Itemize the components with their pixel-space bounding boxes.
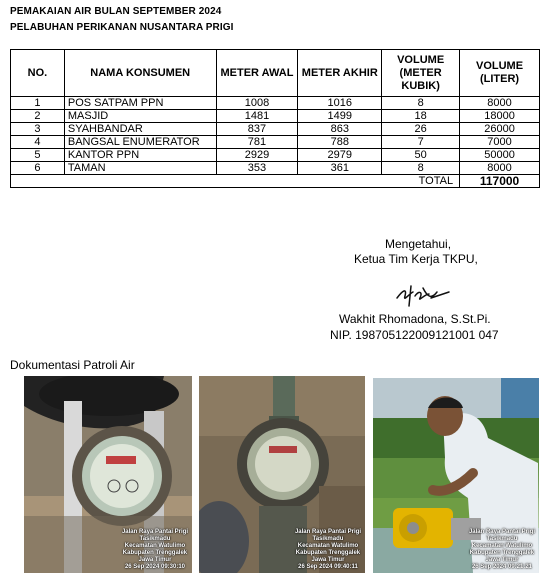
photo-pump-inspection: [373, 378, 539, 573]
cell-akhir: 863: [298, 123, 382, 136]
cell-vol-l: 26000: [460, 123, 540, 136]
table-header-row: [11, 50, 540, 97]
cell-awal: 1008: [216, 97, 298, 110]
table-row: [11, 97, 540, 110]
photo-water-meter-1: [24, 376, 192, 573]
table-row: [11, 123, 540, 136]
total-label: TOTAL: [11, 175, 460, 188]
documentation-title: Dokumentasi Patroli Air: [10, 358, 135, 372]
table-row: [11, 110, 540, 123]
col-header-meter-akhir: METER AKHIR: [298, 50, 382, 97]
cell-awal: 1481: [216, 110, 298, 123]
cell-no: 1: [11, 97, 65, 110]
col-header-nama: NAMA KONSUMEN: [64, 50, 216, 97]
col-header-volume-liter: VOLUME (LITER): [460, 50, 540, 97]
cell-nama: SYAHBANDAR: [64, 123, 216, 136]
photo-water-meter-2: [199, 376, 365, 573]
cell-awal: 781: [216, 136, 298, 149]
cell-nama: TAMAN: [64, 162, 216, 175]
cell-nama: BANGSAL ENUMERATOR: [64, 136, 216, 149]
cell-awal: 353: [216, 162, 298, 175]
cell-akhir: 361: [298, 162, 382, 175]
approval-position: Ketua Tim Kerja TKPU,: [354, 252, 478, 266]
cell-vol-m3: 8: [382, 97, 460, 110]
cell-awal: 837: [216, 123, 298, 136]
cell-no: 3: [11, 123, 65, 136]
cell-vol-l: 50000: [460, 149, 540, 162]
cell-vol-l: 7000: [460, 136, 540, 149]
table-row: [11, 149, 540, 162]
table-row: [11, 162, 540, 175]
col-header-meter-awal: METER AWAL: [216, 50, 298, 97]
table-row: [11, 136, 540, 149]
cell-no: 2: [11, 110, 65, 123]
cell-vol-m3: 8: [382, 162, 460, 175]
cell-akhir: 1499: [298, 110, 382, 123]
photo-caption-2: Jalan Raya Pantai Prigi Tasikmadu Kecamatan Watulimo Kabupaten Trenggalek Jawa Timur 26 Sep 2024 09:40:11: [294, 529, 361, 570]
total-row: [11, 175, 540, 188]
cell-akhir: 1016: [298, 97, 382, 110]
cell-nama: KANTOR PPN: [64, 149, 216, 162]
cell-nama: POS SATPAM PPN: [64, 97, 216, 110]
cell-vol-m3: 26: [382, 123, 460, 136]
photo-caption-1: Jalan Raya Pantai Prigi Tasikmadu Kecamatan Watulimo Kabupaten Trenggalek Jawa Timur 26 Sep 2024 09:30:10: [121, 529, 188, 570]
cell-awal: 2929: [216, 149, 298, 162]
cell-vol-l: 8000: [460, 97, 540, 110]
report-subtitle: PELABUHAN PERIKANAN NUSANTARA PRIGI: [10, 22, 234, 33]
cell-vol-m3: 7: [382, 136, 460, 149]
cell-nama: MASJID: [64, 110, 216, 123]
report-title: PEMAKAIAN AIR BULAN SEPTEMBER 2024: [10, 6, 222, 17]
cell-vol-l: 8000: [460, 162, 540, 175]
water-usage-table: [10, 49, 540, 188]
cell-no: 6: [11, 162, 65, 175]
photo-caption-3: Jalan Raya Pantai Prigi Tasikmadu Kecamatan Watulimo Kabupaten Trenggalek Jawa Timur 26 Sep 2024 09:21:21: [468, 529, 535, 570]
signer-name: Wakhit Rhomadona, S.St.Pi.: [339, 312, 491, 326]
cell-akhir: 788: [298, 136, 382, 149]
cell-no: 4: [11, 136, 65, 149]
cell-no: 5: [11, 149, 65, 162]
approval-label: Mengetahui,: [385, 237, 452, 251]
cell-vol-m3: 18: [382, 110, 460, 123]
handwritten-signature: [393, 282, 453, 310]
col-header-volume-m3: VOLUME (METER KUBIK): [382, 50, 460, 97]
cell-akhir: 2979: [298, 149, 382, 162]
signer-nip: NIP. 198705122009121001 047: [330, 328, 499, 342]
cell-vol-m3: 50: [382, 149, 460, 162]
cell-vol-l: 18000: [460, 110, 540, 123]
col-header-no: NO.: [11, 50, 65, 97]
total-value: 117000: [460, 175, 540, 188]
